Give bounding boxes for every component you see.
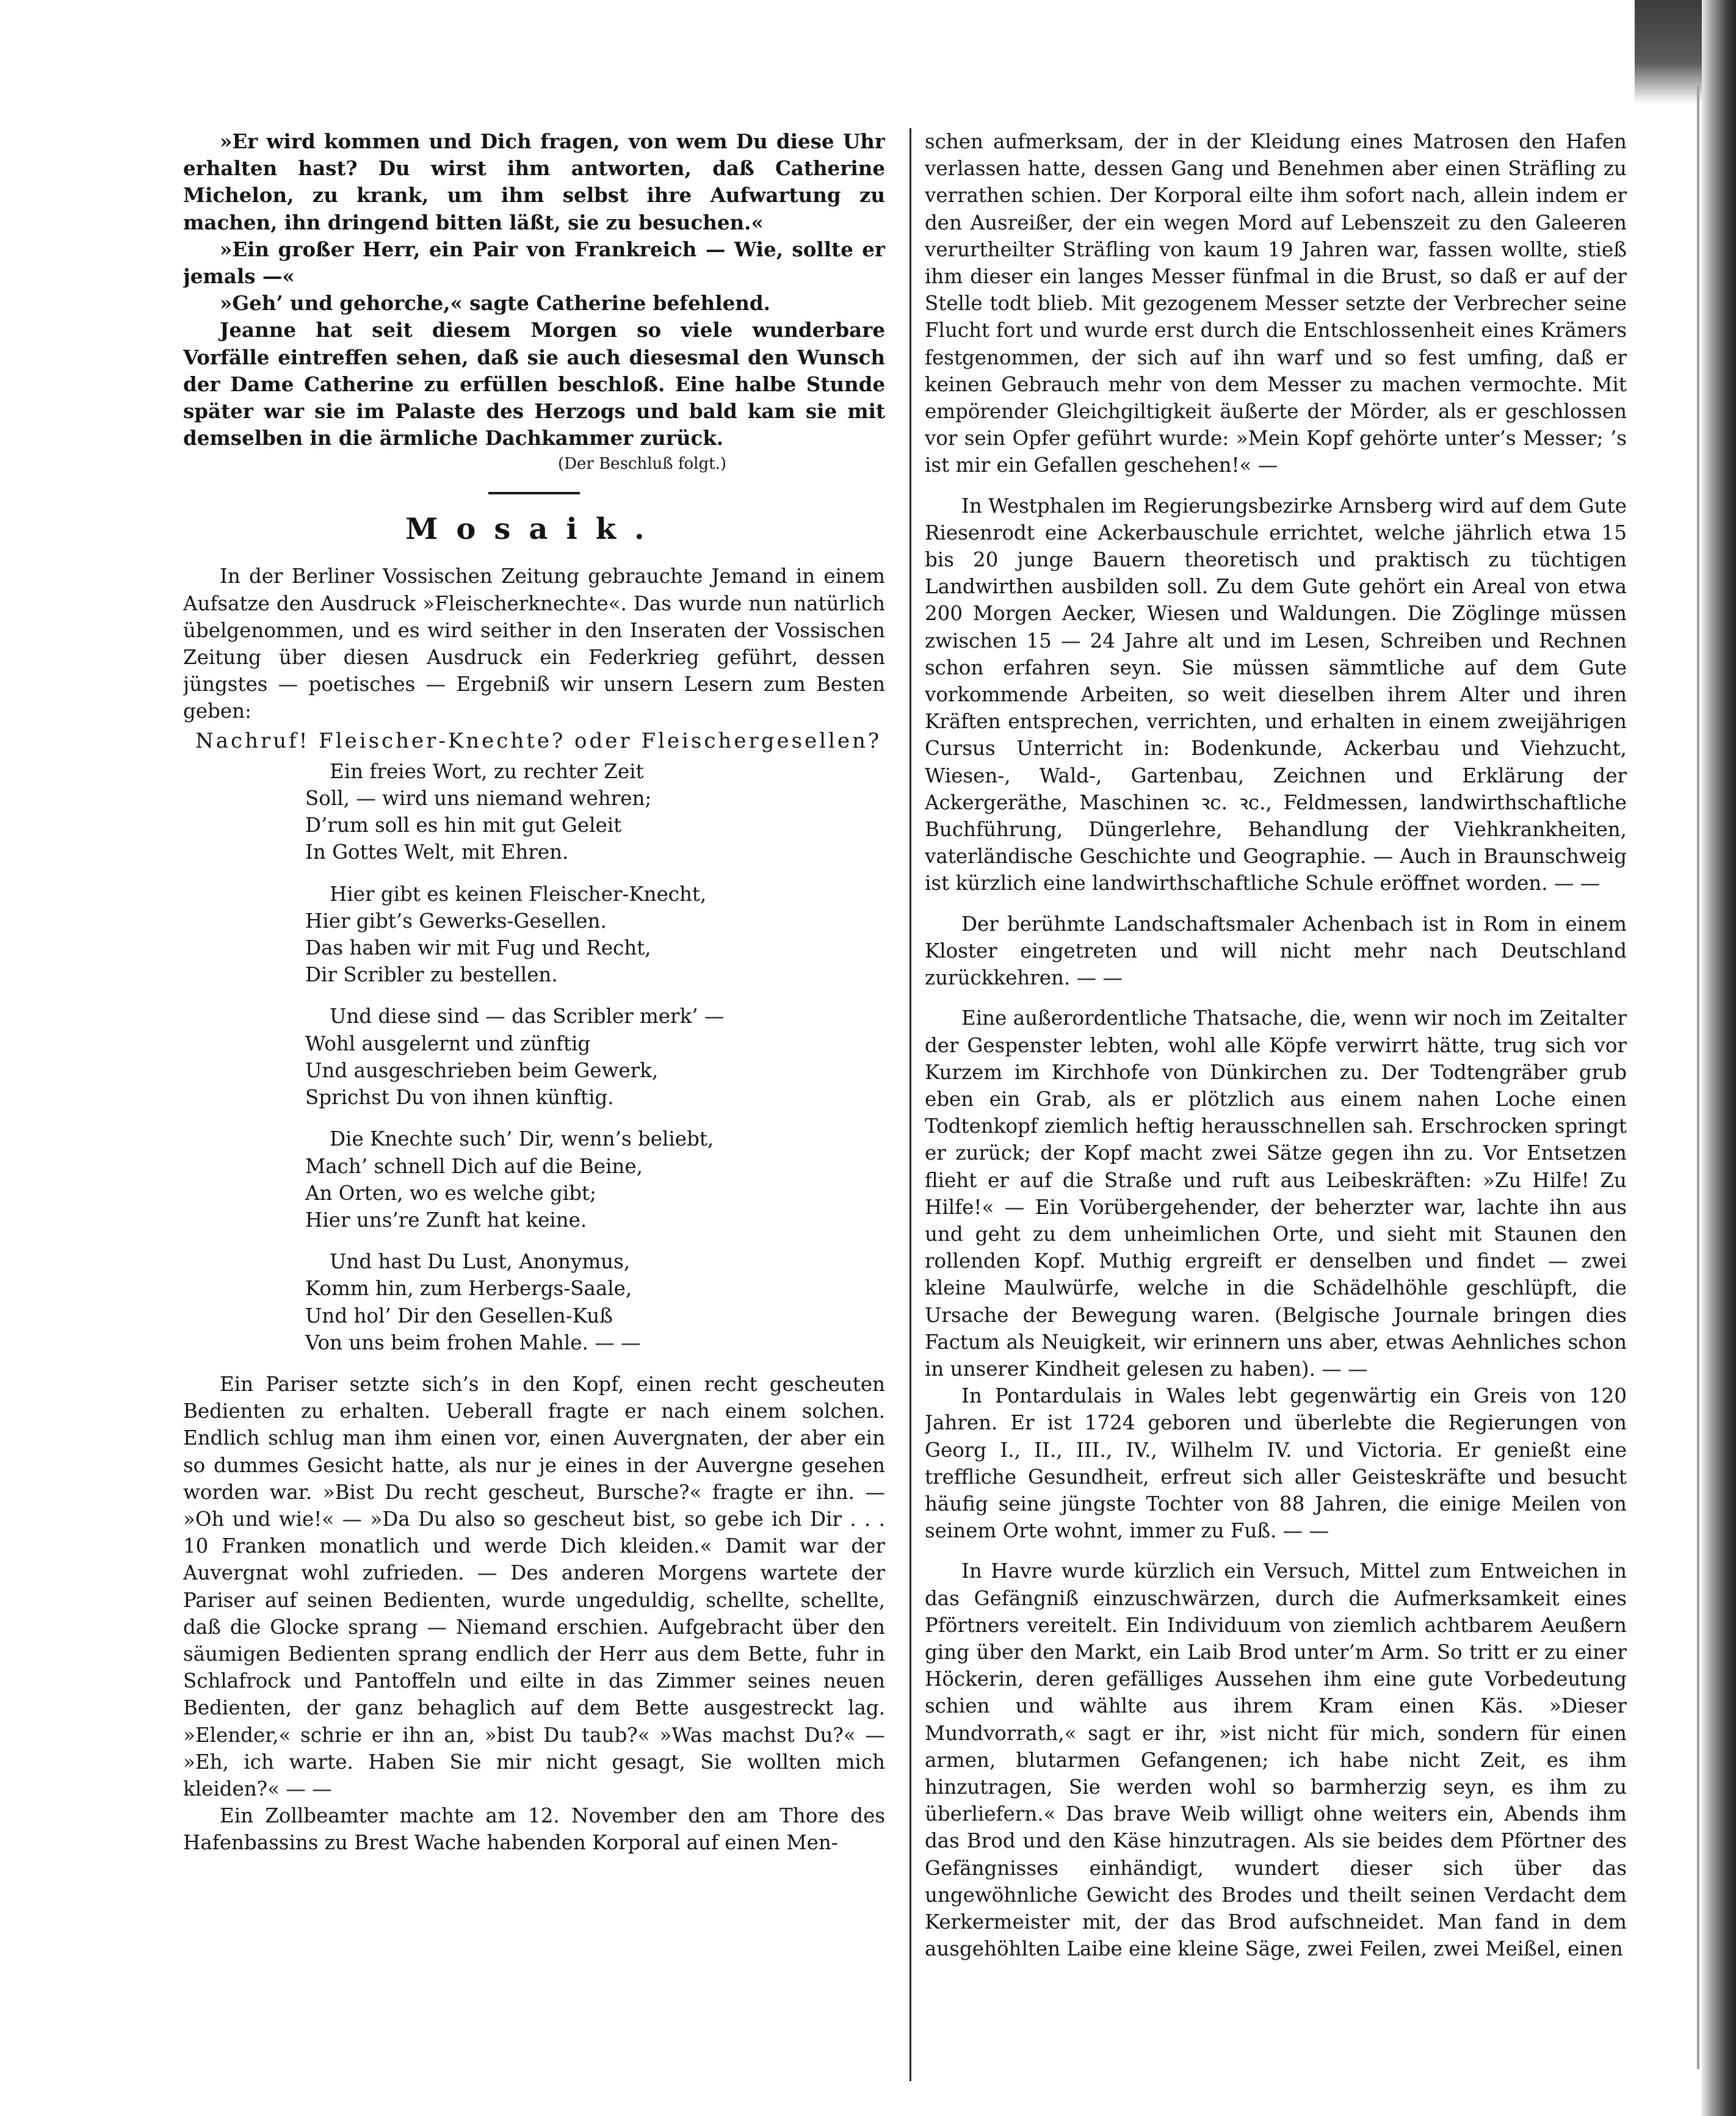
- paragraph-gap: [925, 479, 1627, 493]
- section-title: Mosaik.: [405, 512, 663, 547]
- poem-stanza: [183, 881, 885, 989]
- poem-line: Hier gibt es keinen Fleischer-Knecht,: [330, 882, 707, 906]
- article-paragraph: schen aufmerksam, der in der Kleidung eines Matrosen den Hafen verlassen hatte, dessen Gang und Benehmen aber einen Sträfling zu verrathen schien. Der Korporal eilte ihm sofort nach, allein indem er den Ausreißer, der ein wegen Mord auf Lebenszeit zu den Galeeren verurtheilter Sträfling von kaum 19 Jahren war, fassen wollte, stieß ihm dieser ein langes Messer fünfmal in die Brust, so daß er auf der Stelle todt blieb. Mit gezogenem Messer setzte der Verbrecher seine Flucht fort und wurde erst durch die Entschlossenheit eines Krämers festgenommen, der sich auf ihn warf und so fest umfing, daß er keinen Gebrauch mehr von dem Messer zu machen vermochte. Mit empörender Gleichgiltigkeit äußerte der Mörder, als er geschlossen vor sein Opfer geführt wurde: »Mein Kopf gehörte unter’s Messer; ’s ist mir ein Gefallen geschehen!« —: [925, 130, 1627, 477]
- poem-line: Sprichst Du von ihnen künftig.: [305, 1086, 614, 1110]
- poem-line: In Gottes Welt, mit Ehren.: [305, 840, 569, 864]
- story-paragraph: »Geh’ und gehorche,« sagte Catherine befehlend.: [220, 291, 770, 316]
- newspaper-page: [183, 128, 1630, 2081]
- poem-line: Von uns beim frohen Mahle. — —: [305, 1331, 641, 1354]
- column-divider: [910, 128, 911, 2081]
- continued-note: (Der Beschluß folgt.): [558, 455, 726, 474]
- article-paragraph: In Havre wurde kürzlich ein Versuch, Mittel zum Entweichen in das Gefängniß einzuschwärzen, durch die Aufmerksamkeit eines Pförtners vereitelt. Ein Individuum von ziemlich achtbarem Aeußern ging über den Markt, ein Laib Brod unter’m Arm. So tritt er zu einer Höckerin, deren gefälliges Aussehen ihm eine gute Vorbedeutung schien und wählte aus ihrem Kram einen Käs. »Dieser Mundvorrath,« sagt er ihr, »ist nicht für mich, sondern für einen armen, blutarmen Gefangenen; ich habe nicht Zeit, es ihm hinzutragen, Sie werden wohl so barmherzig seyn, es ihm zu überliefern.« Das brave Weib willigt ohne weiters ein, Abends ihm das Brod und den Käse hinzutragen. Als sie beides dem Pförtner des Gefängnisses einhändigt, wundert dieser sich über das ungewöhnliche Gewicht des Brodes und theilt seinen Verdacht dem Kerkermeister mit, der das Brod aufschneidet. Man fand in dem ausgehöhlten Laibe eine kleine Säge, zwei Feilen, zwei Meißel, einen: [925, 1559, 1627, 1961]
- poem-line: Hier gibt’s Gewerks-Gesellen.: [305, 909, 607, 933]
- article-paragraph: In Pontardulais in Wales lebt gegenwärtig ein Greis von 120 Jahren. Er ist 1724 geboren und überlebte die Regierungen von Georg I., II., III., IV., Wilhelm IV. und Victoria. Er genießt eine treffliche Gesundheit, erfreut sich aller Geisteskräfte und besucht häufig seine jüngste Tochter von 88 Jahren, die einige Meilen von seinem Orte wohnt, immer zu Fuß. — —: [925, 1384, 1627, 1543]
- story-paragraph: »Ein großer Herr, ein Pair von Frankreich — Wie, sollte er jemals —«: [183, 237, 885, 289]
- poem-line: Mach’ schnell Dich auf die Beine,: [305, 1154, 643, 1178]
- poem-line: Und diese sind — das Scribler merk’ —: [330, 1005, 725, 1028]
- article-intro: In der Berliner Vossischen Zeitung gebrauchte Jemand in einem Aufsatze den Ausdruck »Fleischerknechte«. Das wurde nun natürlich übelgenommen, und es wird seither in den Inseraten der Vossischen Zeitung über diesen Ausdruck ein Federkrieg geführt, dessen jüngstes — poetisches — Ergebniß wir unsern Lesern zum Besten geben:: [183, 565, 885, 723]
- story-paragraph: »Er wird kommen und Dich fragen, von wem Du diese Uhr erhalten hast? Du wirst ihm antworten, daß Catherine Michelon, zu krank, um ihm selbst ihre Aufwartung zu machen, ihn dringend bitten läßt, sie zu besuchen.«: [183, 129, 885, 234]
- scanner-margin: [1702, 0, 1736, 2116]
- paragraph-gap: [925, 1544, 1627, 1558]
- poem-stanza: [183, 758, 885, 866]
- paragraph-gap: [925, 897, 1627, 911]
- poem-stanza: [183, 1003, 885, 1111]
- article-paragraph: Ein Zollbeamter machte am 12. November den am Thore des Hafenbassins zu Brest Wache habenden Korporal auf einen Men-: [183, 1804, 885, 1855]
- section-rule: [488, 492, 580, 494]
- poem-line: Und hol’ Dir den Gesellen-Kuß: [305, 1304, 613, 1327]
- story-paragraph: Jeanne hat seit diesem Morgen so viele wunderbare Vorfälle eintreffen sehen, daß sie auch diesesmal den Wunsch der Dame Catherine zu erfüllen beschloß. Eine halbe Stunde später war sie im Palaste des Herzogs und bald kam sie mit demselben in die ärmliche Dachkammer zurück.: [183, 318, 885, 450]
- poem-line: Und ausgeschrieben beim Gewerk,: [305, 1058, 659, 1082]
- poem-line: Dir Scribler zu bestellen.: [305, 963, 558, 987]
- poem-stanza: [183, 1125, 885, 1233]
- poem-line: Und hast Du Lust, Anonymus,: [330, 1250, 631, 1274]
- right-column: [925, 128, 1627, 2081]
- poem-stanza: [183, 1248, 885, 1356]
- page-edge: [1697, 85, 1699, 2069]
- poem-line: Komm hin, zum Herbergs-Saale,: [305, 1277, 632, 1301]
- article-paragraph: In Westphalen im Regierungsbezirke Arnsberg wird auf dem Gute Riesenrodt eine Ackerbauschule errichtet, welche jährlich etwa 15 bis 20 junge Bauern theoretisch und praktisch zu tüchtigen Landwirthen ausbilden soll. Zu dem Gute gehört ein Areal von etwa 200 Morgen Aecker, Wiesen und Waldungen. Die Zöglinge müssen zwischen 15 — 24 Jahre alt und im Lesen, Schreiben und Rechnen schon erfahren seyn. Sie müssen sämmtliche auf dem Gute vorkommende Arbeiten, so weit dieselben ihrem Alter und ihren Kräften entsprechen, verrichten, und erhalten in einem zweijährigen Cursus Unterricht in: Bodenkunde, Ackerbau und Viehzucht, Wiesen-, Wald-, Gartenbau, Zeichnen und Erklärung der Ackergeräthe, Maschinen ꝛc. ꝛc., Feldmessen, landwirthschaftliche Buchführung, Düngerlehre, Behandlung der Viehkrankheiten, vaterländische Geschichte und Geographie. — Auch in Braunschweig ist kürzlich eine landwirthschaftliche Schule eröffnet worden. — —: [925, 494, 1627, 895]
- poem-line: Das haben wir mit Fug und Recht,: [305, 936, 651, 960]
- poem-line: Ein freies Wort, zu rechter Zeit: [330, 759, 644, 783]
- poem-line: D’rum soll es hin mit gut Geleit: [305, 814, 622, 837]
- scanner-shadow: [1635, 0, 1702, 104]
- poem-line: Hier uns’re Zunft hat keine.: [305, 1208, 587, 1232]
- poem-line: Wohl ausgelernt und zünftig: [305, 1031, 591, 1055]
- article-paragraph: Eine außerordentliche Thatsache, die, wenn wir noch im Zeitalter der Gespenster lebten, wohl alle Köpfe verwirrt hätte, trug sich vor Kurzem im Kirchhofe von Dünkirchen zu. Der Todtengräber grub eben ein Grab, als er plötzlich aus einem nahen Loche einen Todtenkopf ziemlich heftig herausschnellen sah. Erschrocken springt er zurück; der Kopf macht zwei Sätze gegen ihn zu. Vor Entsetzen flieht er auf die Straße und ruft aus Leibeskräften: »Zu Hilfe! Zu Hilfe!« — Ein Vorübergehender, der beherzter war, lachte ihn aus und geht zu dem unheimlichen Orte, und sieht mit Staunen den rollenden Kopf. Muthig ergreift er denselben und findet — zwei kleine Maulwürfe, welche in die Schädelhöhle geschlüpft, die Ursache der Bewegung waren. (Belgische Journale bringen dies Factum als Neuigkeit, wir erinnern uns aber, etwas Aehnliches schon in unserer Kindheit gelesen zu haben). — —: [925, 1006, 1627, 1381]
- left-column: [183, 128, 885, 2081]
- poem-title: Nachruf! Fleischer-Knechte? oder Fleischergesellen?: [195, 728, 882, 753]
- poem-line: An Orten, wo es welche gibt;: [305, 1181, 596, 1205]
- paragraph-gap: [925, 991, 1627, 1005]
- article-paragraph: Ein Pariser setzte sich’s in den Kopf, einen recht gescheuten Bedienten zu erhalten. Ueberall fragte er nach einem solchen. Endlich schlug man ihm einen vor, einen Auvergnaten, der aber ein so dummes Gesicht hatte, als nur je eines in der Auvergne gesehen worden war. »Bist Du recht gescheut, Bursche?« fragte er ihn. — »Oh und wie!« — »Da Du also so gescheut bist, so gebe ich Dir . . . 10 Franken monatlich und werde Dich kleiden.« Damit war der Auvergnat wohl zufrieden. — Des anderen Morgens wartete der Pariser auf seinen Bedienten, wurde ungeduldig, schellte, schellte, daß die Glocke sprang — Niemand erschien. Aufgebracht über den säumigen Bedienten sprang endlich der Herr aus dem Bette, fuhr in Schlafrock und Pantoffeln und eilte in das Zimmer seines neuen Bedienten, der ganz behaglich auf dem Bette ausgestreckt lag. »Elender,« schrie er ihn an, »bist Du taub?« »Was machst Du?« — »Eh, ich warte. Haben Sie mir nicht gesagt, Sie wollten mich kleiden?« — —: [183, 1372, 885, 1800]
- poem-line: Die Knechte such’ Dir, wenn’s beliebt,: [330, 1127, 714, 1151]
- poem-line: Soll, — wird uns niemand wehren;: [305, 787, 652, 811]
- article-paragraph: Der berühmte Landschaftsmaler Achenbach ist in Rom in einem Kloster eingetreten und will nicht mehr nach Deutschland zurückkehren. — —: [925, 912, 1627, 990]
